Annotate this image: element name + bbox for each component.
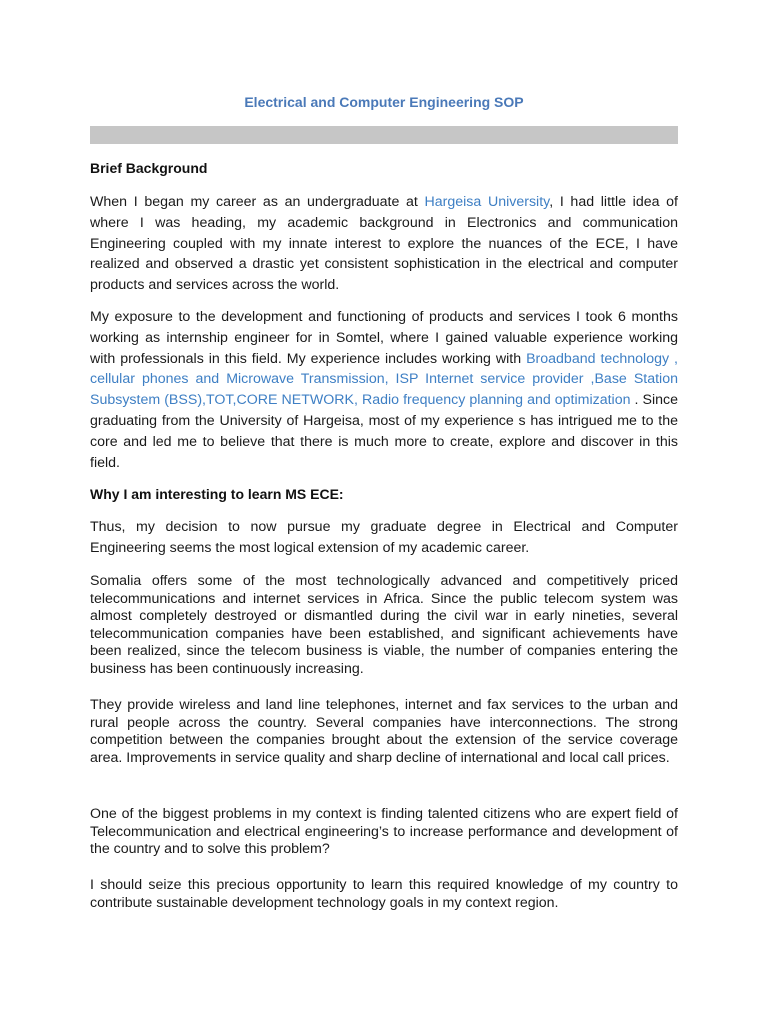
document-title: Electrical and Computer Engineering SOP bbox=[244, 94, 524, 110]
paragraph-text: . Since graduating from the University of Hargeisa, most of my experience s has intrigued me to the core and led me to believe that there is much more to create, explore and discover in this field. bbox=[90, 392, 678, 471]
paragraph-text: When I began my career as an undergraduate at bbox=[90, 194, 425, 210]
paragraph-text: My exposure to the development and functioning of products and services I took 6 months working as internship engineer for in Somtel, where I gained valuable experience working with professionals in this field. My experience includes working with bbox=[90, 309, 678, 367]
paragraph-experience bbox=[90, 307, 678, 473]
section-heading-why-ece: Why I am interesting to learn MS ECE: bbox=[90, 486, 344, 502]
paragraph-background-intro bbox=[90, 192, 678, 296]
paragraph-somalia-telecom: Somalia offers some of the most technologically advanced and competitively priced telecommunications and internet services in Africa. Since the public telecom system was almost completely destroyed or dismantled during the civil war in early nineties, several telecommunication companies have been established, and significant achievements have been realized, since the telecom business is viable, the number of companies entering the business has been continuously increasing. bbox=[90, 573, 678, 677]
paragraph-decision: Thus, my decision to now pursue my graduate degree in Electrical and Computer Engineering seems the most logical extension of my academic career. bbox=[90, 519, 678, 556]
technologies-link[interactable]: Broadband technology , cellular phones and Microwave Transmission, ISP Internet service provider ,Base Station Subsystem (BSS),TOT,CORE NETWORK, Radio frequency planning and optimization bbox=[90, 350, 678, 409]
paragraph-problem: One of the biggest problems in my context is finding talented citizens who are expert field of Telecommunication and electrical engineering’s to increase performance and development of the country and to solve this problem? bbox=[90, 806, 678, 858]
section-heading-background: Brief Background bbox=[90, 160, 208, 176]
university-link[interactable]: Hargeisa University bbox=[424, 194, 550, 210]
paragraph-opportunity: I should seize this precious opportunity to learn this required knowledge of my country to contribute sustainable development technology goals in my context region. bbox=[90, 877, 678, 911]
paragraph-text: , I had little idea of where I was heading, my academic background in Electronics and communication Engineering coupled with my innate interest to explore the nuances of the ECE, I have realized and observed a drastic yet consistent sophistication in the electrical and computer products and services across the world. bbox=[90, 194, 678, 294]
header-divider-bar bbox=[90, 126, 678, 144]
paragraph-services: They provide wireless and land line telephones, internet and fax services to the urban and rural people across the country. Several companies have interconnections. The strong competition between the companies brought about the extension of the service coverage area. Improvements in service quality and sharp decline of international and local call prices. bbox=[90, 697, 678, 766]
